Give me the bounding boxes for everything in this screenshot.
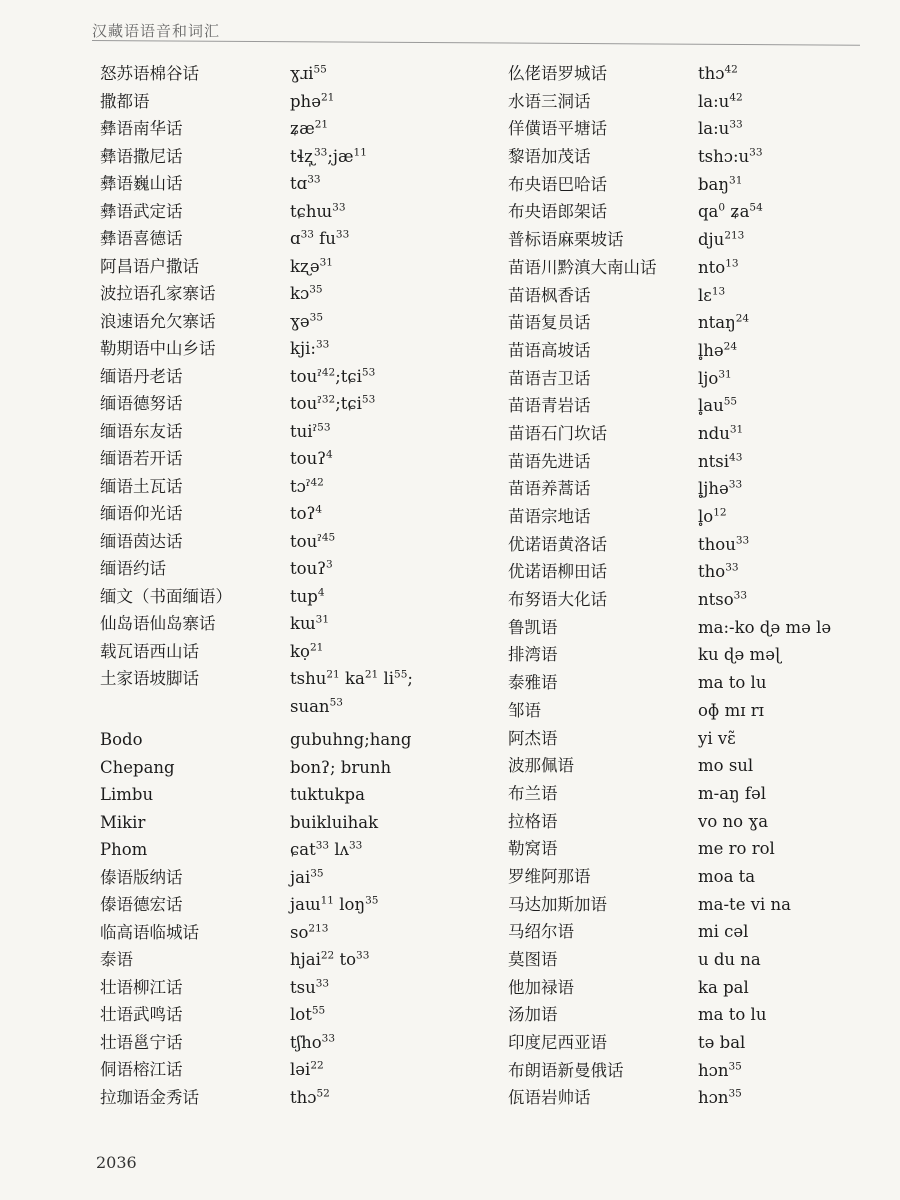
entry-row xyxy=(100,864,500,892)
entry-row xyxy=(100,891,500,919)
entry-row xyxy=(508,198,888,226)
entry-row xyxy=(100,809,500,837)
language-name: 壮语邕宁话 xyxy=(100,1032,183,1052)
word-form: touʔ$^3$ xyxy=(290,558,333,578)
language-name: 侗语榕江话 xyxy=(100,1060,183,1079)
word-form: hɔn$^{35}$ xyxy=(698,1060,742,1080)
word-form: $la:u^{33}$ xyxy=(698,118,743,139)
word-form: $tɬʐ̩^{33};jæ^{11}$ xyxy=(290,146,367,166)
word-form: ntsi$^{43}$ xyxy=(698,451,743,471)
word-form: hɔn$^{35}$ xyxy=(698,1087,742,1108)
entry-row xyxy=(508,282,888,310)
language-name: 水语三洞话 xyxy=(508,91,591,111)
word-form: $so^{213}$ xyxy=(290,922,329,942)
entry-row xyxy=(508,143,888,171)
language-name: 土家语坡脚话 xyxy=(100,669,199,688)
entry-row xyxy=(100,974,500,1002)
word-form: thou$^{33}$ xyxy=(698,534,750,554)
running-header: 汉藏语语音和词汇 xyxy=(92,22,221,40)
word-form: ma to lu xyxy=(698,673,767,693)
word-form: ntaŋ$^{24}$ xyxy=(698,312,750,333)
language-name: 壮语柳江话 xyxy=(100,977,183,997)
word-form: tho$^{33}$ xyxy=(698,561,739,582)
language-name: Limbu xyxy=(100,785,154,804)
page-number: 2036 xyxy=(96,1153,137,1172)
language-name: 佯僙语平塘话 xyxy=(508,119,607,139)
entry-row xyxy=(100,390,500,418)
language-name: 布朗语新曼俄话 xyxy=(508,1060,624,1080)
entry-row xyxy=(508,365,888,393)
language-name: 排湾语 xyxy=(508,645,558,665)
entry-row xyxy=(508,586,888,614)
language-name: 印度尼西亚语 xyxy=(508,1033,607,1053)
entry-row xyxy=(100,418,500,446)
entry-row xyxy=(508,946,888,974)
entry-row xyxy=(100,225,500,253)
entry-row xyxy=(100,638,500,666)
language-name: 彝语喜德话 xyxy=(100,229,183,248)
word-form: nto$^{13}$ xyxy=(698,257,739,277)
language-name: 普标语麻栗坡话 xyxy=(508,230,624,250)
entry-row xyxy=(508,725,888,753)
word-form: kɔ$^{35}$ xyxy=(290,283,323,303)
entry-row xyxy=(100,919,500,947)
word-form: jaɯ$^{11}$ loŋ$^{35}$ xyxy=(290,894,379,914)
entry-row xyxy=(100,555,500,583)
entry-row xyxy=(508,752,888,780)
entry-row xyxy=(508,835,888,863)
language-name: 优诺语柳田话 xyxy=(508,562,607,582)
word-form: $l̥o^{12}$ xyxy=(698,506,727,526)
language-name: 缅语茵达话 xyxy=(100,531,183,551)
entry-row xyxy=(100,88,500,116)
entry-row xyxy=(508,669,888,697)
word-form: $qa^0$ ʑa$^{54}$ xyxy=(698,201,763,222)
word-form: ma:-ko ɖə mə lə xyxy=(698,617,832,637)
word-form: ma to lu xyxy=(698,1005,767,1025)
language-name: 浪速语允欠寨话 xyxy=(100,311,216,331)
entry-row xyxy=(100,665,500,693)
entry-row xyxy=(508,503,888,531)
entry-row xyxy=(100,946,500,974)
word-form: kji:$^{33}$ xyxy=(290,338,330,358)
entry-row xyxy=(508,1084,888,1112)
entry-row xyxy=(508,1057,888,1085)
word-form: vo no ɣa xyxy=(698,811,769,831)
language-name: 缅文（书面缅语） xyxy=(100,586,232,606)
language-name: 鲁凯语 xyxy=(508,617,558,637)
entry-row xyxy=(508,697,888,725)
word-form: gubuhng;hang xyxy=(290,730,412,749)
entry-row xyxy=(100,60,500,88)
entry-row xyxy=(100,1056,500,1084)
entry-row xyxy=(100,836,500,864)
word-form: ɣɹi$^{55}$ xyxy=(290,63,327,83)
entry-row xyxy=(100,528,500,556)
language-name: 载瓦语西山话 xyxy=(100,641,199,661)
language-name: 苗语石门坎话 xyxy=(508,423,607,443)
entry-row xyxy=(100,781,500,809)
entry-row xyxy=(508,88,888,116)
language-name: 苗语枫香话 xyxy=(508,285,591,305)
entry-row xyxy=(100,726,500,754)
entry-row xyxy=(100,500,500,528)
word-form: buikluihak xyxy=(290,812,379,832)
language-name: 布央语郎架话 xyxy=(508,202,607,222)
language-name: 缅语德努话 xyxy=(100,394,183,413)
word-form: moa ta xyxy=(698,866,756,886)
language-name: 优诺语黄洛话 xyxy=(508,534,607,554)
entry-row xyxy=(100,115,500,143)
entry-row xyxy=(508,531,888,559)
language-name: 缅语若开话 xyxy=(100,449,183,468)
word-form: hjai$^{22}$ $to^{33}$ xyxy=(290,949,370,969)
word-form: touˀ$^{42}$;tɕi$^{53}$ xyxy=(290,366,376,386)
language-name: 缅语东友话 xyxy=(100,421,183,441)
entry-row xyxy=(100,1084,500,1112)
language-name: 泰语 xyxy=(100,950,133,969)
entry-row xyxy=(508,641,888,669)
right-column xyxy=(508,60,888,1112)
word-form: $tshɔ:u^{33}$ xyxy=(698,146,763,167)
language-name: 波那佩语 xyxy=(508,756,574,776)
entry-row xyxy=(508,614,888,642)
language-name: 佤语岩帅话 xyxy=(508,1088,591,1108)
entry-row xyxy=(508,420,888,448)
word-form: touˀ$^{45}$ xyxy=(290,531,336,551)
word-form: m-aŋ fəl xyxy=(698,783,767,803)
language-name: 他加禄语 xyxy=(508,977,574,997)
language-name: 临高语临城话 xyxy=(100,922,199,942)
word-form: tuiˀ$^{53}$ xyxy=(290,421,331,441)
word-form: tsu$^{33}$ xyxy=(290,977,330,997)
language-name: 阿杰语 xyxy=(508,728,558,748)
word-form: tup$^4$ xyxy=(290,586,325,606)
language-name: 莫图语 xyxy=(508,950,558,969)
word-form: ka pal xyxy=(698,977,749,997)
left-column xyxy=(100,60,500,1111)
language-name: 泰雅语 xyxy=(508,673,558,693)
word-form: tuktukpa xyxy=(290,785,365,804)
word-form: tɕhɯ$^{33}$ xyxy=(290,201,346,221)
language-name: 苗语高坡话 xyxy=(508,340,591,360)
word-form: tə bal xyxy=(698,1033,746,1053)
word-form: lot$^{55}$ xyxy=(290,1004,326,1024)
language-name: 撒都语 xyxy=(100,91,150,111)
language-name: 缅语土瓦话 xyxy=(100,476,183,496)
word-form: ma-te vi na xyxy=(698,894,792,914)
word-form: tshu$^{21}$ $ka^{21}$ $li^{55}$; xyxy=(290,668,413,688)
language-name: Mikir xyxy=(100,812,146,832)
language-name: 傣语版纳话 xyxy=(100,867,183,887)
language-name: Phom xyxy=(100,840,148,859)
entry-row xyxy=(100,583,500,611)
entry-row xyxy=(508,309,888,337)
entry-row xyxy=(508,891,888,919)
language-name: 布兰语 xyxy=(508,783,558,803)
word-form: oɸ mɪ rɪ xyxy=(698,700,764,720)
language-name: Chepang xyxy=(100,757,175,777)
word-form: suan$^{53}$ xyxy=(290,696,343,716)
entry-row xyxy=(100,754,500,782)
entry-row xyxy=(508,448,888,476)
word-form: tʃho$^{33}$ xyxy=(290,1032,336,1052)
entry-row xyxy=(100,610,500,638)
word-form: baŋ$^{31}$ xyxy=(698,174,743,194)
word-form: me ro rol xyxy=(698,839,775,859)
language-name: 罗维阿那语 xyxy=(508,866,591,886)
language-name: 彝语撒尼话 xyxy=(100,146,183,166)
entry-row xyxy=(508,863,888,891)
language-name: 苗语先进话 xyxy=(508,451,591,471)
word-form: yi vɛ̃ xyxy=(698,728,736,748)
entry-row xyxy=(100,335,500,363)
word-form: thɔ$^{42}$ xyxy=(698,63,738,83)
language-name: 缅语仰光话 xyxy=(100,504,183,523)
language-name: 苗语吉卫话 xyxy=(508,368,591,388)
word-form: u du na xyxy=(698,950,761,969)
word-form: tɔˀ$^{42}$ xyxy=(290,476,324,496)
language-name: 彝语南华话 xyxy=(100,119,183,138)
entry-row xyxy=(508,337,888,365)
word-form: ljo$^{31}$ xyxy=(698,368,732,388)
entry-row xyxy=(508,392,888,420)
word-form: mo sul xyxy=(698,756,754,776)
entry-row xyxy=(100,143,500,171)
word-form: toʔ$^4$ xyxy=(290,503,323,523)
word-form: kɯ$^{31}$ xyxy=(290,613,330,633)
entry-row xyxy=(508,808,888,836)
word-form: l̥jhə$^{33}$ xyxy=(698,478,743,499)
entry-row xyxy=(100,308,500,336)
word-form: mi cəl xyxy=(698,922,749,942)
language-name: 傣语德宏话 xyxy=(100,895,183,914)
word-form: ləi$^{22}$ xyxy=(290,1059,324,1079)
header-rule xyxy=(92,40,860,46)
entry-row xyxy=(100,1029,500,1057)
language-name: 马绍尔语 xyxy=(508,922,574,942)
language-name: 彝语武定话 xyxy=(100,201,183,221)
word-form: l̥hə$^{24}$ xyxy=(698,340,738,360)
entry-row xyxy=(100,170,500,198)
word-form: ndu$^{31}$ xyxy=(698,423,744,443)
word-form: bonʔ; brunh xyxy=(290,757,392,777)
word-form: kʐə$^{31}$ xyxy=(290,256,333,276)
language-name: 布央语巴哈话 xyxy=(508,174,607,194)
word-form: $la:u^{42}$ xyxy=(698,91,743,111)
entry-row xyxy=(508,918,888,946)
language-name: 仫佬语罗城话 xyxy=(508,64,607,83)
word-form: ɑ$^{33}$ $fu^{33}$ xyxy=(290,228,350,248)
entry-row xyxy=(100,198,500,226)
language-name: 阿昌语户撒话 xyxy=(100,256,199,276)
entry-row xyxy=(508,226,888,254)
language-name: 邹语 xyxy=(508,700,541,720)
language-name: 黎语加茂话 xyxy=(508,147,591,167)
entry-row xyxy=(508,254,888,282)
entry-row xyxy=(100,445,500,473)
language-name: 波拉语孔家寨话 xyxy=(100,284,216,303)
language-name: 怒苏语棉谷话 xyxy=(100,64,199,83)
language-name: 拉珈语金秀话 xyxy=(100,1087,199,1107)
word-form: phə$^{21}$ xyxy=(290,91,335,111)
entry-row xyxy=(508,974,888,1002)
entry-row xyxy=(100,363,500,391)
entry-row xyxy=(100,1001,500,1029)
entry-row xyxy=(508,558,888,586)
language-name: 彝语巍山话 xyxy=(100,174,183,193)
entry-row xyxy=(100,280,500,308)
word-form: tɑ$^{33}$ xyxy=(290,173,321,193)
language-name: 拉格语 xyxy=(508,811,558,831)
entry-row xyxy=(100,693,500,721)
language-name: 布努语大化话 xyxy=(508,590,607,610)
entry-row xyxy=(508,60,888,88)
language-name: 壮语武鸣话 xyxy=(100,1005,183,1024)
language-name: 勒窝语 xyxy=(508,839,558,859)
word-form: ɣə$^{35}$ xyxy=(290,311,324,331)
language-name: 马达加斯加语 xyxy=(508,894,607,914)
language-name: 缅语丹老话 xyxy=(100,366,183,386)
word-form: thɔ$^{52}$ xyxy=(290,1087,330,1107)
word-form: touˀ$^{32}$;tɕi$^{53}$ xyxy=(290,393,376,413)
language-name: 苗语复员话 xyxy=(508,313,591,333)
language-name: 仙岛语仙岛寨话 xyxy=(100,614,216,633)
entry-row xyxy=(100,473,500,501)
word-form: jai$^{35}$ xyxy=(290,867,324,887)
word-form: touʔ$^4$ xyxy=(290,448,333,468)
language-name: Bodo xyxy=(100,730,143,749)
word-form: ʑæ$^{21}$ xyxy=(290,118,329,138)
word-form: ɕat$^{33}$ lʌ$^{33}$ xyxy=(290,839,363,859)
word-form: kọ$^{21}$ xyxy=(290,641,324,661)
language-name: 苗语养蒿话 xyxy=(508,479,591,499)
language-name: 缅语约话 xyxy=(100,559,166,578)
word-form: ntso$^{33}$ xyxy=(698,589,748,610)
entry-row xyxy=(508,475,888,503)
language-name: 苗语青岩话 xyxy=(508,396,591,416)
language-name: 苗语宗地话 xyxy=(508,507,591,526)
word-form: dju$^{213}$ xyxy=(698,229,745,250)
entry-row xyxy=(508,115,888,143)
word-form: lɛ$^{13}$ xyxy=(698,285,726,305)
language-name: 汤加语 xyxy=(508,1005,558,1025)
entry-row xyxy=(508,1001,888,1029)
entry-row xyxy=(508,1029,888,1057)
language-name: 苗语川黔滇大南山话 xyxy=(508,257,657,277)
word-form: ku ɖə məɭ xyxy=(698,645,781,665)
entry-row xyxy=(508,171,888,199)
language-name: 勒期语中山乡话 xyxy=(100,339,216,358)
entry-row xyxy=(100,253,500,281)
word-form: $l̥au^{55}$ xyxy=(698,395,738,416)
entry-row xyxy=(508,780,888,808)
